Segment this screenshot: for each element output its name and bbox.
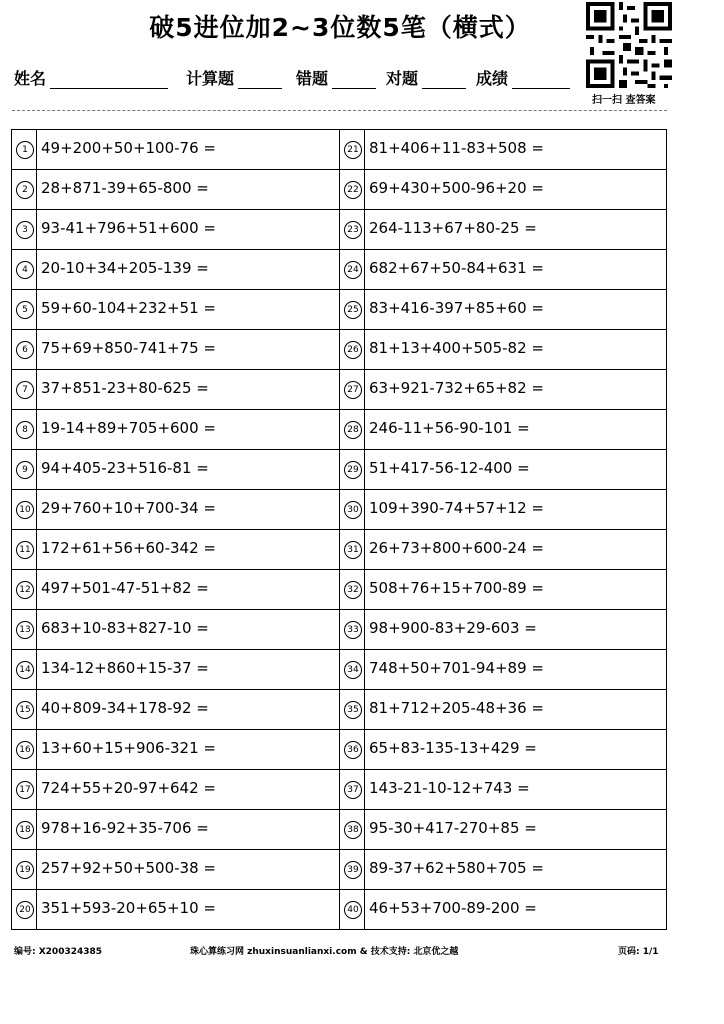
calc-label: 计算题: [186, 69, 235, 88]
problem-expression: 89-37+62+580+705 =: [369, 859, 544, 877]
problem-row: [12, 570, 666, 610]
problem-cell[interactable]: [340, 730, 667, 769]
problem-cell[interactable]: [12, 890, 339, 930]
problem-row: [12, 890, 666, 930]
problem-expression: 134-12+860+15-37 =: [41, 659, 209, 677]
problem-expression: 246-11+56-90-101 =: [369, 419, 530, 437]
problem-number: 20: [16, 901, 34, 919]
score-field[interactable]: [476, 66, 570, 89]
correct-blank[interactable]: [422, 70, 466, 89]
problem-row: [12, 210, 666, 250]
problem-row: [12, 250, 666, 290]
problem-cell[interactable]: [340, 530, 667, 569]
problem-cell[interactable]: [12, 330, 339, 369]
problem-number: 38: [344, 821, 362, 839]
problem-cell[interactable]: [340, 850, 667, 889]
problem-number: 34: [344, 661, 362, 679]
problem-expression: 40+809-34+178-92 =: [41, 699, 209, 717]
problem-grid: [11, 129, 667, 930]
problem-number: 26: [344, 341, 362, 359]
problem-row: [12, 690, 666, 730]
problem-number: 23: [344, 221, 362, 239]
name-label: 姓名: [14, 69, 47, 88]
error-label: 错题: [296, 69, 329, 88]
problem-number: 37: [344, 781, 362, 799]
problem-number: 36: [344, 741, 362, 759]
problem-number: 21: [344, 141, 362, 159]
problem-cell[interactable]: [340, 490, 667, 529]
problem-number: 28: [344, 421, 362, 439]
problem-row: [12, 850, 666, 890]
problem-cell[interactable]: [12, 850, 339, 889]
problem-cell[interactable]: [12, 610, 339, 649]
problem-cell[interactable]: [340, 250, 667, 289]
problem-cell[interactable]: [12, 170, 339, 209]
problem-cell[interactable]: [12, 490, 339, 529]
problem-number: 9: [16, 461, 34, 479]
problem-row: [12, 770, 666, 810]
problem-expression: 94+405-23+516-81 =: [41, 459, 209, 477]
problem-expression: 13+60+15+906-321 =: [41, 739, 216, 757]
problem-row: [12, 650, 666, 690]
problem-expression: 29+760+10+700-34 =: [41, 499, 216, 517]
score-blank[interactable]: [512, 70, 570, 89]
qr-caption: 扫一扫 查答案: [592, 95, 656, 106]
calc-field[interactable]: [186, 66, 282, 89]
problem-expression: 683+10-83+827-10 =: [41, 619, 209, 637]
problem-cell[interactable]: [12, 210, 339, 249]
problem-row: [12, 170, 666, 210]
problem-expression: 59+60-104+232+51 =: [41, 299, 216, 317]
problem-cell[interactable]: [340, 170, 667, 209]
problem-expression: 351+593-20+65+10 =: [41, 899, 216, 917]
problem-cell[interactable]: [12, 730, 339, 769]
problem-number: 39: [344, 861, 362, 879]
problem-expression: 46+53+700-89-200 =: [369, 899, 537, 917]
problem-expression: 69+430+500-96+20 =: [369, 179, 544, 197]
name-field[interactable]: [14, 66, 168, 89]
problem-cell[interactable]: [12, 250, 339, 289]
problem-expression: 143-21-10-12+743 =: [369, 779, 530, 797]
problem-number: 18: [16, 821, 34, 839]
problem-number: 33: [344, 621, 362, 639]
problem-expression: 37+851-23+80-625 =: [41, 379, 209, 397]
problem-cell[interactable]: [12, 370, 339, 409]
problem-number: 4: [16, 261, 34, 279]
student-info-row: [14, 66, 584, 92]
problem-row: [12, 410, 666, 450]
problem-expression: 20-10+34+205-139 =: [41, 259, 209, 277]
problem-cell[interactable]: [12, 690, 339, 729]
problem-cell[interactable]: [12, 650, 339, 689]
problem-number: 30: [344, 501, 362, 519]
problem-expression: 508+76+15+700-89 =: [369, 579, 544, 597]
problem-number: 29: [344, 461, 362, 479]
problem-number: 17: [16, 781, 34, 799]
error-field[interactable]: [296, 66, 376, 89]
problem-number: 14: [16, 661, 34, 679]
correct-label: 对题: [386, 69, 419, 88]
problem-number: 7: [16, 381, 34, 399]
problem-number: 1: [16, 141, 34, 159]
problem-row: [12, 330, 666, 370]
calc-blank[interactable]: [238, 70, 282, 89]
problem-number: 40: [344, 901, 362, 919]
footer-site: 珠心算练习网 zhuxinsuanlianxi.com & 技术支持: 北京优之越: [190, 947, 459, 957]
score-label: 成绩: [476, 69, 509, 88]
problem-cell[interactable]: [340, 290, 667, 329]
correct-field[interactable]: [386, 66, 466, 89]
problem-cell[interactable]: [340, 130, 667, 169]
problem-cell[interactable]: [12, 410, 339, 449]
problem-row: [12, 450, 666, 490]
problem-cell[interactable]: [12, 770, 339, 809]
problem-cell[interactable]: [12, 810, 339, 849]
problem-cell[interactable]: [12, 570, 339, 609]
problem-number: 15: [16, 701, 34, 719]
problem-number: 11: [16, 541, 34, 559]
problem-number: 6: [16, 341, 34, 359]
problem-expression: 93-41+796+51+600 =: [41, 219, 216, 237]
problem-expression: 83+416-397+85+60 =: [369, 299, 544, 317]
footer-page: 页码: 1/1: [618, 947, 659, 957]
problem-cell[interactable]: [340, 610, 667, 649]
problem-number: 27: [344, 381, 362, 399]
problem-number: 31: [344, 541, 362, 559]
problem-expression: 65+83-135-13+429 =: [369, 739, 537, 757]
problem-expression: 748+50+701-94+89 =: [369, 659, 544, 677]
problem-cell[interactable]: [12, 130, 339, 169]
problem-number: 22: [344, 181, 362, 199]
problem-expression: 63+921-732+65+82 =: [369, 379, 544, 397]
problem-expression: 172+61+56+60-342 =: [41, 539, 216, 557]
problem-cell[interactable]: [340, 210, 667, 249]
page-title: 破5进位加2~3位数5笔（横式）: [149, 13, 531, 42]
problem-number: 5: [16, 301, 34, 319]
problem-cell[interactable]: [340, 650, 667, 689]
problem-number: 16: [16, 741, 34, 759]
problem-cell[interactable]: [340, 370, 667, 409]
problem-number: 13: [16, 621, 34, 639]
problem-number: 3: [16, 221, 34, 239]
qr-code-icon[interactable]: [585, 2, 673, 88]
problem-expression: 264-113+67+80-25 =: [369, 219, 537, 237]
problem-expression: 682+67+50-84+631 =: [369, 259, 544, 277]
problem-cell[interactable]: [12, 290, 339, 329]
problem-cell[interactable]: [340, 450, 667, 489]
problem-number: 32: [344, 581, 362, 599]
problem-number: 10: [16, 501, 34, 519]
problem-expression: 724+55+20-97+642 =: [41, 779, 216, 797]
problem-expression: 75+69+850-741+75 =: [41, 339, 216, 357]
problem-expression: 98+900-83+29-603 =: [369, 619, 537, 637]
problem-cell[interactable]: [12, 530, 339, 569]
problem-expression: 26+73+800+600-24 =: [369, 539, 544, 557]
problem-number: 24: [344, 261, 362, 279]
problem-row: [12, 490, 666, 530]
problem-row: [12, 290, 666, 330]
problem-cell[interactable]: [340, 810, 667, 849]
footer-code: 编号: X200324385: [14, 947, 103, 957]
problem-expression: 109+390-74+57+12 =: [369, 499, 544, 517]
problem-expression: 49+200+50+100-76 =: [41, 139, 216, 157]
problem-expression: 95-30+417-270+85 =: [369, 819, 537, 837]
problem-expression: 19-14+89+705+600 =: [41, 419, 216, 437]
problem-row: [12, 530, 666, 570]
problem-number: 12: [16, 581, 34, 599]
problem-expression: 51+417-56-12-400 =: [369, 459, 530, 477]
problem-expression: 497+501-47-51+82 =: [41, 579, 209, 597]
problem-cell[interactable]: [12, 450, 339, 489]
problem-number: 25: [344, 301, 362, 319]
problem-expression: 81+712+205-48+36 =: [369, 699, 544, 717]
problem-expression: 257+92+50+500-38 =: [41, 859, 216, 877]
problem-number: 2: [16, 181, 34, 199]
error-blank[interactable]: [332, 70, 376, 89]
problem-cell[interactable]: [340, 570, 667, 609]
problem-cell[interactable]: [340, 770, 667, 809]
problem-expression: 28+871-39+65-800 =: [41, 179, 209, 197]
problem-row: [12, 810, 666, 850]
problem-row: [12, 610, 666, 650]
problem-row: [12, 370, 666, 410]
problem-expression: 81+13+400+505-82 =: [369, 339, 544, 357]
problem-cell[interactable]: [340, 410, 667, 449]
problem-cell[interactable]: [340, 690, 667, 729]
cut-line-divider: [12, 110, 667, 111]
problem-expression: 978+16-92+35-706 =: [41, 819, 209, 837]
problem-number: 35: [344, 701, 362, 719]
problem-row: [12, 130, 666, 170]
problem-number: 19: [16, 861, 34, 879]
problem-expression: 81+406+11-83+508 =: [369, 139, 544, 157]
problem-cell[interactable]: [340, 330, 667, 369]
problem-row: [12, 730, 666, 770]
problem-cell[interactable]: [340, 890, 667, 930]
problem-number: 8: [16, 421, 34, 439]
name-blank[interactable]: [50, 70, 168, 89]
